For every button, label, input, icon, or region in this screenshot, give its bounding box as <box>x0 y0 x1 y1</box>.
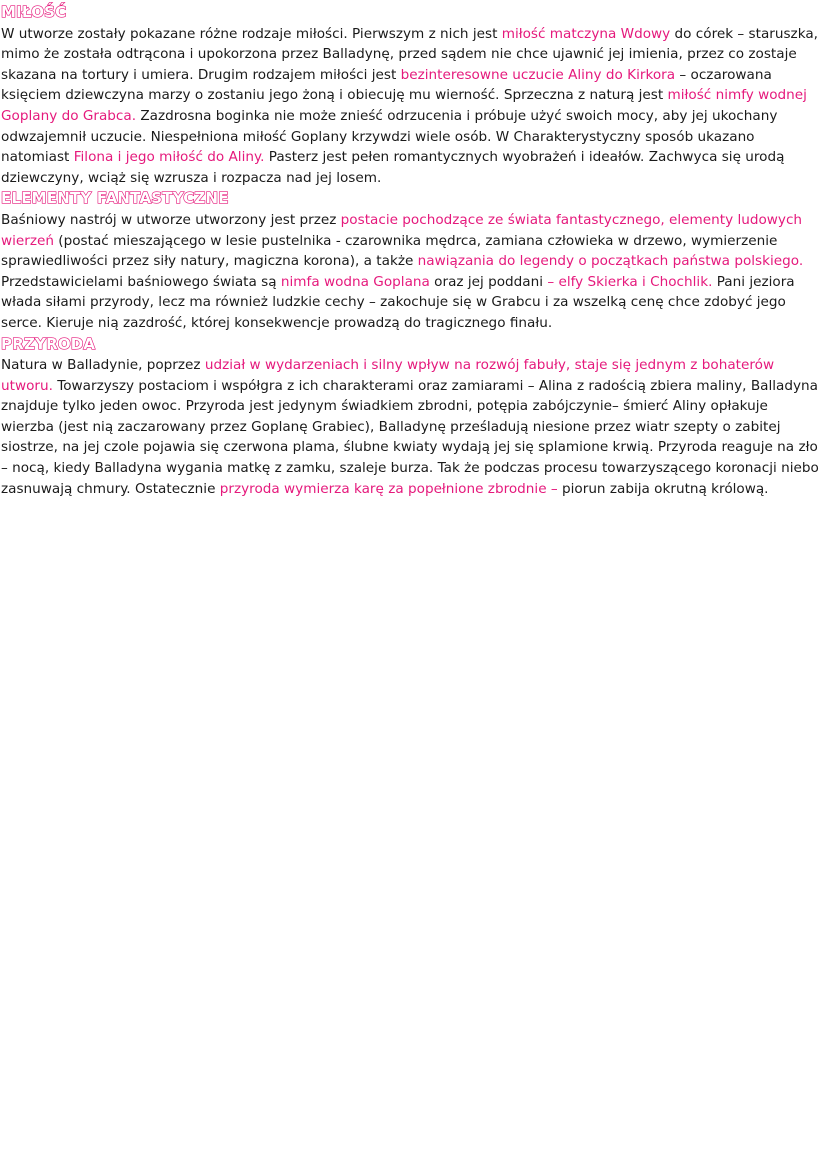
section-paragraph <box>1 355 824 499</box>
section-przyroda <box>1 334 824 500</box>
highlighted-phrase: nawiązania do legendy o początkach państwa polskiego. <box>417 253 804 270</box>
highlighted-phrase: postacie pochodzące ze świata fantastycznego, elementy ludowych wierzeń <box>1 211 803 249</box>
highlighted-phrase: miłość matczyna Wdowy <box>501 25 671 42</box>
highlighted-phrase: udział w wydarzeniach i silny wpływ na rozwój fabuły, staje się jednym z bohaterów utworu. <box>1 357 775 394</box>
text-segment: piorun zabija okrutną królową. <box>557 480 769 497</box>
text-segment: Natura w Balladynie, poprzez <box>1 357 205 374</box>
text-segment: Towarzyszy postaciom i współgra z ich charakterami oraz zamiarami – Alina z radością zbiera maliny, Balladyna znajduje tylko jeden owoc. Przyroda jest jedynym świadkiem zbrodni, potępia zabójczynie– śmierć Aliny opłakuje wierzba (jest nią zaczarowany przez Goplanę Grabiec), Balladynę prześladują niesione przez wiatr szepty o zabitej siostrze, na jej czole pojawia się czerwona plama, ślubne kwiaty wydają jej się splamione krwią. Przyroda reaguje na zło – nocą, kiedy Balladyna wygania matkę z zamku, szaleje burza. Tak że podczas procesu towarzyszącego koronacji niebo zasnuwają chmury. Ostatecznie <box>1 377 819 497</box>
text-segment: Pani jeziora włada siłami przyrody, lecz ma również ludzkie cechy – zakochuje się w Grabcu i za wszelką cenę chce zdobyć jego serce. Kieruje nią zazdrość, której konsekwencje prowadzą do tragicznego finału. <box>1 273 795 331</box>
text-segment: Przedstawicielami baśniowego świata są <box>1 273 281 290</box>
highlighted-phrase: – elfy Skierka i Chochlik. <box>547 273 713 290</box>
section-milosc <box>1 2 824 188</box>
text-segment: Zazdrosna boginka nie może znieść odrzucenia i próbuje użyć swoich mocy, aby jej ukochany odwzajemnił uczucie. Niespełniona miłość Goplany krzywdzi wiele osób. W Charakterystyczny sposób ukazano natomiast <box>1 107 778 166</box>
section-elementy-fantastyczne <box>1 188 824 333</box>
section-heading: ELEMENTY FANTASTYCZNE <box>1 189 229 208</box>
text-segment: do córek – staruszka, mimo że została odtrącona i upokorzona przez Balladynę, przed sądem nie chce ujawnić jej imienia, przez co zostaje skazana na tortury i umiera. Drugim rodzajem miłości jest <box>1 25 818 83</box>
text-segment: (postać mieszającego w lesie pustelnika - czarownika mędrca, zamiana człowieka w drzewo, wymierzenie sprawiedliwości przez siły natury, magiczna korona), a także <box>1 232 778 270</box>
highlighted-phrase: miłość nimfy wodnej Goplany do Grabca. <box>1 87 807 124</box>
highlighted-phrase: nimfa wodna Goplana <box>280 273 430 290</box>
section-heading: PRZYRODA <box>1 334 96 353</box>
highlighted-phrase: bezinteresowne uczucie Aliny do Kirkora <box>400 66 676 83</box>
text-segment: Baśniowy nastrój w utworze utworzony jest przez <box>1 211 341 228</box>
section-paragraph <box>1 210 824 334</box>
text-segment: – oczarowana księciem dziewczyna marzy o zostaniu jego żoną i obiecuję mu wierność. Sprzeczna z naturą jest <box>1 66 772 104</box>
text-segment: Pasterz jest pełen romantycznych wyobrażeń i ideałów. Zachwyca się urodą dziewczyny, wciąż się wzrusza i rozpacza nad jej losem. <box>1 149 785 186</box>
section-heading: MIŁOŚĆ <box>1 3 67 21</box>
section-paragraph <box>1 24 824 189</box>
highlighted-phrase: przyroda wymierza karę za popełnione zbrodnie – <box>219 480 558 497</box>
text-segment: oraz jej poddani <box>429 273 548 290</box>
highlighted-phrase: Filona i jego miłość do Aliny. <box>73 149 265 166</box>
text-segment: W utworze zostały pokazane różne rodzaje miłości. Pierwszym z nich jest <box>1 25 502 42</box>
